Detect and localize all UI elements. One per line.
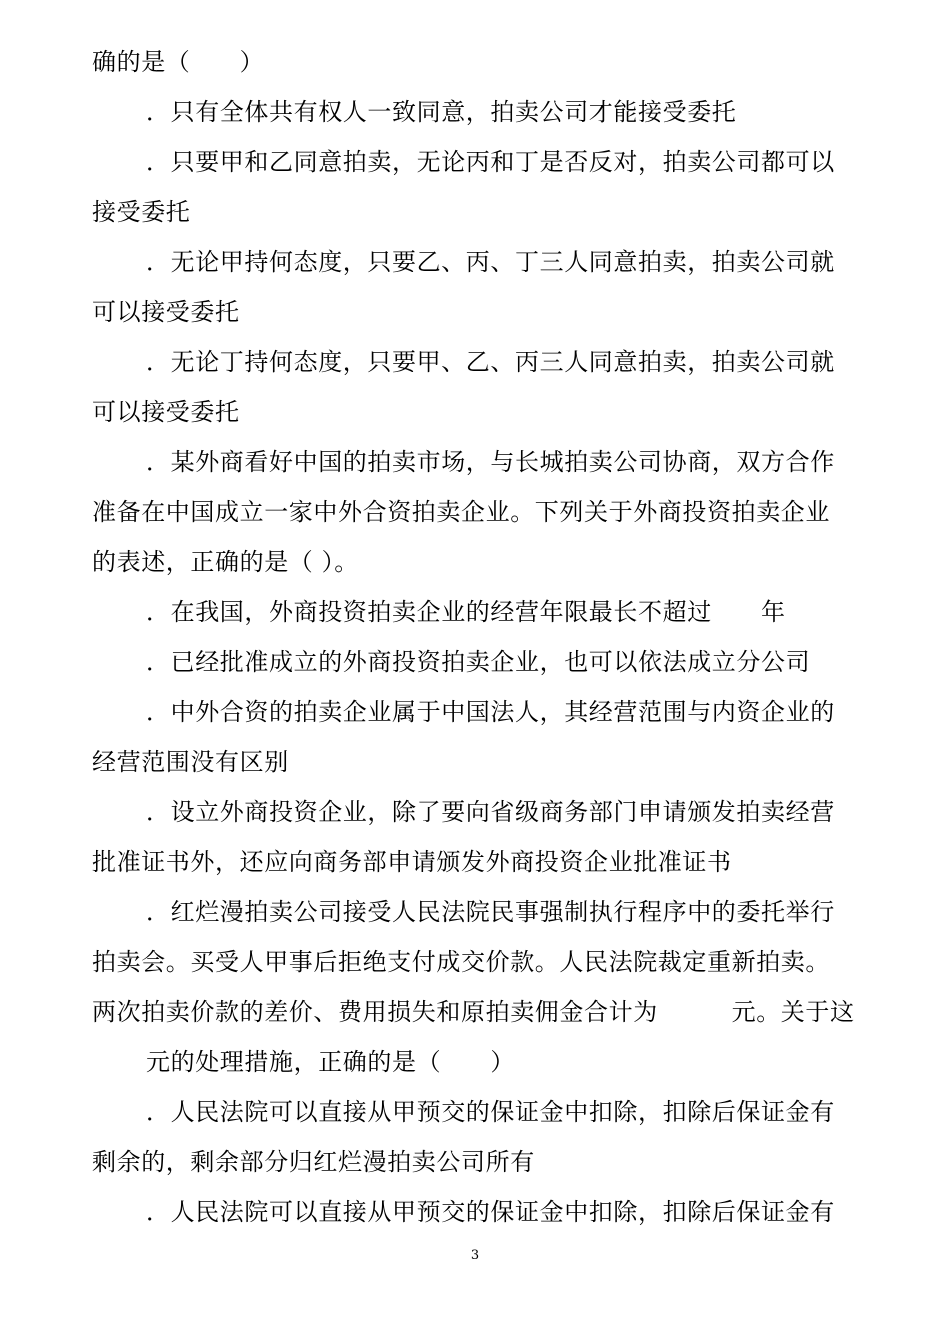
option-line: ．人民法院可以直接从甲预交的保证金中扣除，扣除后保证金有 — [146, 1098, 835, 1126]
option-line: ．只要甲和乙同意拍卖，无论丙和丁是否反对，拍卖公司都可以 — [146, 148, 835, 176]
page-number: 3 — [470, 1248, 480, 1263]
option-line: ．在我国，外商投资拍卖企业的经营年限最长不超过 年 — [146, 598, 786, 626]
text-line: 准备在中国成立一家中外合资拍卖企业。下列关于外商投资拍卖企业 — [92, 498, 830, 526]
text-line: 元的处理措施，正确的是（ ） — [146, 1048, 515, 1076]
text-line: 接受委托 — [92, 198, 191, 226]
option-line: ．已经批准成立的外商投资拍卖企业，也可以依法成立分公司 — [146, 648, 811, 676]
option-line: ．设立外商投资企业，除了要向省级商务部门申请颁发拍卖经营 — [146, 798, 835, 826]
text-line: 经营范围没有区别 — [92, 748, 289, 776]
text-line: 可以接受委托 — [92, 398, 240, 426]
option-line: ．人民法院可以直接从甲预交的保证金中扣除，扣除后保证金有 — [146, 1198, 835, 1226]
text-line: 确的是（ ） — [92, 48, 265, 76]
text-line: 两次拍卖价款的差价、费用损失和原拍卖佣金合计为 元。关于这 — [92, 998, 855, 1026]
option-line: ．中外合资的拍卖企业属于中国法人，其经营范围与内资企业的 — [146, 698, 835, 726]
question-line: ．某外商看好中国的拍卖市场，与长城拍卖公司协商，双方合作 — [146, 448, 835, 476]
option-line: ．无论丁持何态度，只要甲、乙、丙三人同意拍卖，拍卖公司就 — [146, 348, 835, 376]
option-line: ．无论甲持何态度，只要乙、丙、丁三人同意拍卖，拍卖公司就 — [146, 248, 835, 276]
option-line: ．只有全体共有权人一致同意，拍卖公司才能接受委托 — [146, 98, 737, 126]
text-line: 拍卖会。买受人甲事后拒绝支付成交价款。人民法院裁定重新拍卖。 — [92, 948, 830, 976]
text-line: 批准证书外，还应向商务部申请颁发外商投资企业批准证书 — [92, 848, 732, 876]
text-line: 可以接受委托 — [92, 298, 240, 326]
text-line: 剩余的，剩余部分归红烂漫拍卖公司所有 — [92, 1148, 535, 1176]
question-line: ．红烂漫拍卖公司接受人民法院民事强制执行程序中的委托举行 — [146, 898, 835, 926]
text-line: 的表述，正确的是（ ）。 — [92, 548, 359, 576]
